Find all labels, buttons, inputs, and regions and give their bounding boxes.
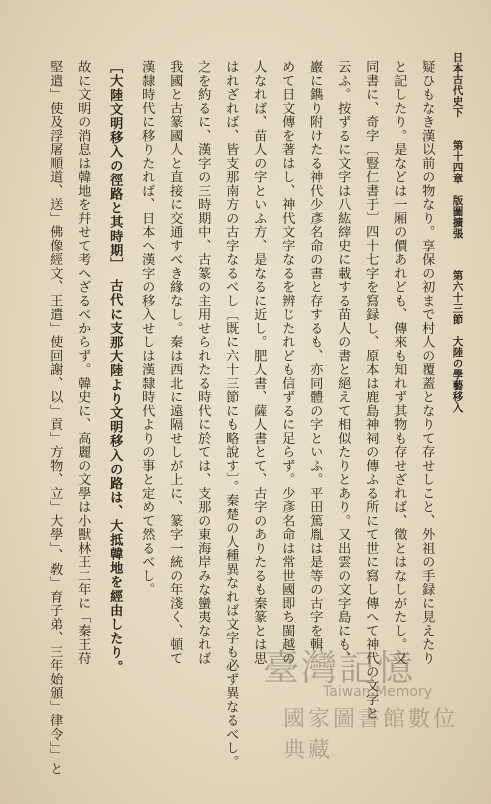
watermark-stamp bbox=[263, 640, 473, 763]
text-column-5: 巖に鐫り附けたる神代少彥名命の書と存するも、亦同體の字といふ。平田篤胤は是等の古字を輯 bbox=[307, 60, 323, 652]
watermark-english: Taiwan Memory bbox=[323, 684, 432, 700]
text-column-2: と記したり。是などは一厢の價あれども、傳來も知れず其物も存せざれば、徵とはなしがたし。又 bbox=[391, 60, 407, 665]
text-column-13: 故に文明の消息は韓地を幷せて考へざるべからず。韓史に、高麗の文學は小獸林王二年に「秦王苻 bbox=[75, 60, 91, 665]
paragraph-heading-column: ［大陸文明移入の徑路と其時期］ 古代に支那大陸より文明移入の路は、大抵韓地を經由したり。 bbox=[107, 60, 123, 674]
text-column-9: 之を約るに、漢字の三時期中、古篆の主用せられたる時代に於ては、支那の東海岸みな蠻夷なれば bbox=[195, 60, 211, 665]
text-column-1: 疑ひもなき漢以前の物なり。享保の初まで村人の覆蓋となりて存せしこと、外祖の手録に見えたり bbox=[419, 60, 435, 665]
text-column-11: 漢隸時代に移りたれば、日本へ漢字の移入せしは漢隸時代よりの事と定めて然るべし。 bbox=[139, 60, 155, 597]
text-column-3: 同書に、奇字〔豎仁書于〕四十七字を寫録し、原本は鹿島神祠の傳ふる所にて世に寫し傳へて神代の文字と bbox=[363, 60, 379, 720]
header-book-title: 日本古代史下 bbox=[451, 52, 464, 118]
text-column-10: 我國と古篆國人と直接に交通すべき緣なし。秦は西北に遠隔せしが上に、篆字一統の年淺く、頓て bbox=[167, 60, 183, 665]
header-chapter: 第十四章 版圖擴張 bbox=[451, 140, 464, 239]
watermark-title: 臺灣記憶 bbox=[263, 648, 416, 689]
header-section: 第六十三節 大陸の學藝移入 bbox=[451, 270, 464, 413]
text-column-4: 云ふ。按ずるに文字は八紘縡史に載する苗人の書と絕えて相似たりとあり。又出雲の文字島にも、 bbox=[335, 60, 351, 665]
text-column-6: めて日文傳を著はし、神代文字なるを辨じたれども信ずるに足らず。少彥名命は常世國即ち閩越の bbox=[279, 60, 295, 665]
text-column-14: 堅遣」使及浮屠順道、送」佛像經文、王遣」使回謝、以」貢」方物、立」大學」、敎」育子弟、三年始頒」律令」」と bbox=[47, 60, 63, 776]
text-column-8: はれざれば、皆支那南方の古字なるべし〔既に六十三節にも略說す〕。秦楚の人種異なれば文字も必ず異なるべし。 bbox=[223, 60, 239, 769]
watermark-subtitle: 國家圖書館數位典藏 bbox=[283, 707, 459, 763]
text-column-7: 人なれば、苗人の字といふ方、是なるに近し。肥人書、薩人書とて、古字のありたるも秦篆とは思 bbox=[251, 60, 267, 665]
